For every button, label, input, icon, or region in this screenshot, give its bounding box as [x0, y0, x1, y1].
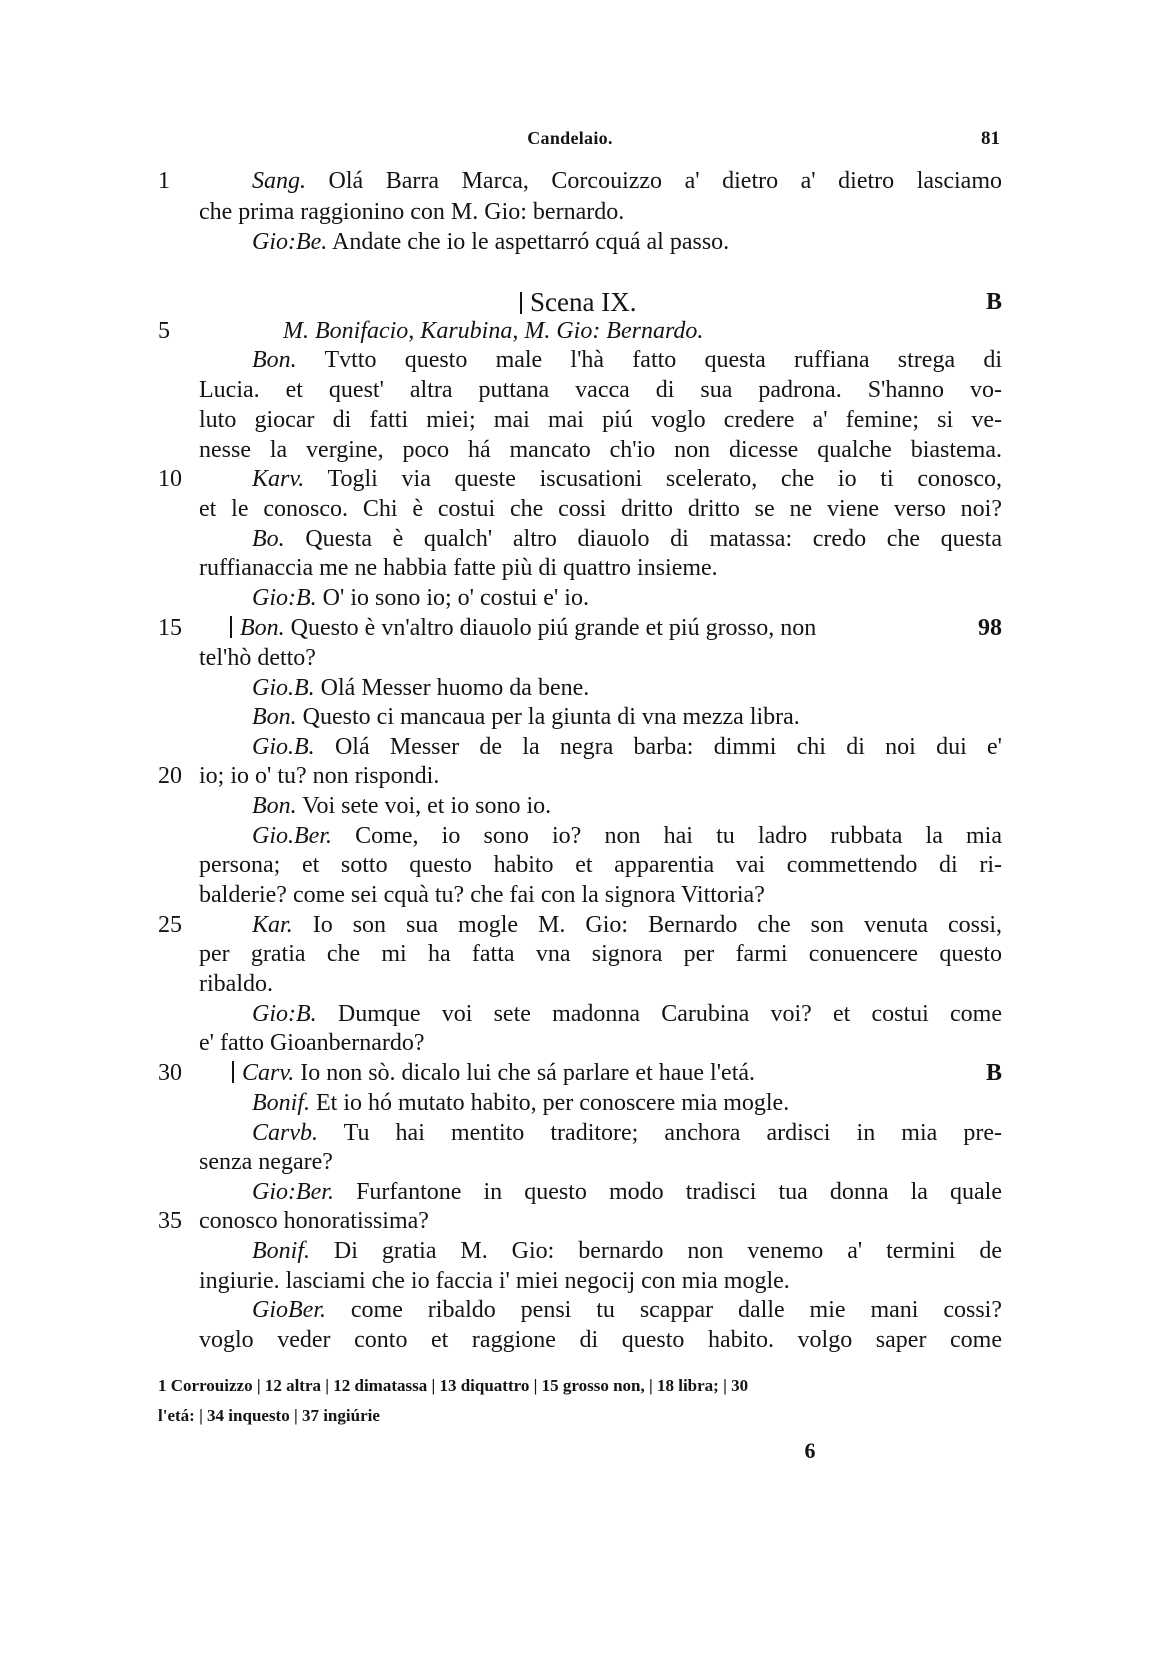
- text-line: [0, 165, 1169, 197]
- text-line: [0, 552, 1169, 584]
- line-text: Come, io sono io? non hai tu ladro rubbata la mia: [355, 823, 1002, 849]
- speaker-name: Gio:Ber.: [252, 1179, 334, 1205]
- line-text: Questo è vn'altro diauolo piú grande et piú grosso, non: [290, 615, 817, 641]
- line-text: Questo ci mancaua per la giunta di vna mezza libra.: [302, 704, 800, 730]
- text-line: [0, 344, 1169, 376]
- line-text: et le conosco. Chi è costui che cossi dritto dritto se ne viene verso noi?: [199, 496, 1002, 522]
- line-text: Et io hó mutato habito, per conoscere mia mogle.: [316, 1090, 790, 1116]
- margin-mark: B: [985, 289, 1002, 315]
- text-line: [0, 849, 1169, 881]
- scene-cast: M. Bonifacio, Karubina, M. Gio: Bernardo.: [283, 318, 704, 344]
- line-text: O' io sono io; o' costui e' io.: [322, 585, 589, 611]
- line-text: Olá Barra Marca, Corcouizzo a' dietro a' dietro lasciamo: [328, 168, 1002, 194]
- text-line: [0, 286, 1169, 318]
- margin-mark: 98: [978, 615, 1002, 641]
- running-title: Candelaio.: [527, 128, 613, 148]
- line-text: io; io o' tu? non rispondi.: [199, 763, 440, 789]
- text-line: [0, 463, 1169, 495]
- line-text: Di gratia M. Gio: bernardo non venemo a' termini de: [333, 1238, 1002, 1264]
- line-number: 1: [158, 168, 170, 194]
- line-text: e' fatto Gioanbernardo?: [199, 1030, 425, 1056]
- line-text: voglo veder conto et raggione di questo habito. volgo saper come: [199, 1327, 1002, 1353]
- speaker-name: Bon.: [240, 615, 285, 641]
- speaker-name: GioBer.: [252, 1297, 326, 1323]
- line-text: Furfantone in questo modo tradisci tua donna la quale: [356, 1179, 1002, 1205]
- text-line: [0, 1324, 1169, 1356]
- footnote-line: l'etá: | 34 inquesto | 37 ingiúrie: [158, 1406, 380, 1425]
- speaker-name: Bo.: [252, 526, 285, 552]
- text-line: [0, 760, 1169, 792]
- line-text: persona; et sotto questo habito et apparentia vai commettendo di ri-: [199, 852, 1002, 878]
- line-number: 10: [158, 466, 182, 492]
- line-text: Dumque voi sete madonna Carubina voi? et costui come: [337, 1001, 1002, 1027]
- speaker-name: Gio.Ber.: [252, 823, 332, 849]
- line-number: 35: [158, 1208, 182, 1234]
- line-text: ruffianaccia me ne habbia fatte più di quattro insieme.: [199, 555, 718, 581]
- text-line: [0, 582, 1169, 614]
- text-line: [0, 1146, 1169, 1178]
- line-text: luto giocar di fatti miei; mai mai piú voglo credere a' femine; si ve-: [199, 407, 1002, 433]
- line-number: 25: [158, 912, 182, 938]
- line-text: balderie? come sei cquà tu? che fai con la signora Vittoria?: [199, 882, 765, 908]
- line-text: Andate che io le aspettarró cquá al passo.: [332, 229, 730, 255]
- speaker-name: Carv.: [242, 1060, 295, 1086]
- line-text: ingiurie. lasciami che io faccia i' miei negocij con mia mogle.: [199, 1268, 790, 1294]
- text-line: [0, 196, 1169, 228]
- line-text: Lucia. et quest' altra puttana vacca di sua padrona. S'hanno vo-: [199, 377, 1002, 403]
- line-text: Olá Messer huomo da bene.: [320, 675, 590, 701]
- text-line: [0, 1265, 1169, 1297]
- line-text: Tu hai mentito traditore; anchora ardisci in mia pre-: [343, 1120, 1002, 1146]
- text-line: [0, 879, 1169, 911]
- speaker-name: Bon.: [252, 347, 297, 373]
- line-text: nesse la vergine, poco há mancato ch'io non dicesse qualche biastema.: [199, 437, 1002, 463]
- footnote-line: 1 Corrouizzo | 12 altra | 12 dimatassa | 13 diquattro | 15 grosso non, | 18 libra; | 30: [158, 1376, 749, 1395]
- text-line: [0, 909, 1169, 941]
- text-line: [0, 1027, 1169, 1059]
- line-text: per gratia che mi ha fatta vna signora per farmi conuencere questo: [199, 941, 1002, 967]
- margin-mark: B: [985, 1060, 1002, 1086]
- text-line: [0, 1294, 1169, 1326]
- page-number: 81: [981, 128, 1000, 149]
- text-line: [0, 404, 1169, 436]
- signature-mark: 6: [804, 1438, 816, 1463]
- line-text: Questa è qualch' altro diauolo di matassa: credo che questa: [305, 526, 1002, 552]
- text-line: [0, 820, 1169, 852]
- text-line: [0, 701, 1169, 733]
- speaker-name: Bonif.: [252, 1238, 310, 1264]
- text-line: [0, 374, 1169, 406]
- text-line: [0, 434, 1169, 466]
- speaker-name: Carvb.: [252, 1120, 318, 1146]
- page-break-bar: [232, 1061, 234, 1083]
- text-line: [0, 1057, 1169, 1089]
- critical-apparatus: [158, 1371, 1002, 1431]
- speaker-name: Bon.: [252, 704, 297, 730]
- speaker-name: Gio.B.: [252, 734, 315, 760]
- line-number: 15: [158, 615, 182, 641]
- text-line: [0, 1087, 1169, 1119]
- page-break-bar: [230, 616, 232, 638]
- line-number: 30: [158, 1060, 182, 1086]
- line-text: senza negare?: [199, 1149, 333, 1175]
- text-line: [0, 226, 1169, 258]
- line-number: 20: [158, 763, 182, 789]
- text-line: [0, 315, 1169, 347]
- speaker-name: Bonif.: [252, 1090, 310, 1116]
- text-line: [0, 493, 1169, 525]
- text-line: [0, 998, 1169, 1030]
- line-text: che prima raggionino con M. Gio: bernardo.: [199, 199, 625, 225]
- line-text: come ribaldo pensi tu scappar dalle mie mani cossi?: [350, 1297, 1002, 1323]
- speaker-name: Gio:B.: [252, 1001, 317, 1027]
- text-line: [0, 1176, 1169, 1208]
- line-number: 5: [158, 318, 170, 344]
- speaker-name: Karv.: [252, 466, 305, 492]
- text-line: [0, 523, 1169, 555]
- speaker-name: Gio:B.: [252, 585, 317, 611]
- line-text: conosco honoratissima?: [199, 1208, 429, 1234]
- line-text: Tvtto questo male l'hà fatto questa ruffiana strega di: [324, 347, 1002, 373]
- scene-heading: Scena IX.: [520, 286, 636, 318]
- line-text: Togli via queste iscusationi scelerato, che io ti conosco,: [327, 466, 1002, 492]
- text-line: [0, 731, 1169, 763]
- speaker-name: Gio:Be.: [252, 229, 328, 255]
- line-text: Io non sò. dicalo lui che sá parlare et haue l'etá.: [300, 1060, 756, 1086]
- speaker-name: Gio.B.: [252, 675, 315, 701]
- line-text: ribaldo.: [199, 971, 273, 997]
- speaker-name: Sang.: [252, 168, 306, 194]
- line-text: Olá Messer de la negra barba: dimmi chi di noi dui e': [334, 734, 1002, 760]
- text-line: [0, 790, 1169, 822]
- line-text: Voi sete voi, et io sono io.: [302, 793, 552, 819]
- text-line: [0, 968, 1169, 1000]
- text-line: [0, 612, 1169, 644]
- line-text: Io son sua mogle M. Gio: Bernardo che son venuta cossi,: [312, 912, 1002, 938]
- text-line: [0, 642, 1169, 674]
- speaker-name: Kar.: [252, 912, 293, 938]
- line-text: tel'hò detto?: [199, 645, 316, 671]
- text-line: [0, 1235, 1169, 1267]
- text-line: [0, 1205, 1169, 1237]
- text-line: [0, 938, 1169, 970]
- speaker-name: Bon.: [252, 793, 297, 819]
- text-line: [0, 1117, 1169, 1149]
- text-line: [0, 672, 1169, 704]
